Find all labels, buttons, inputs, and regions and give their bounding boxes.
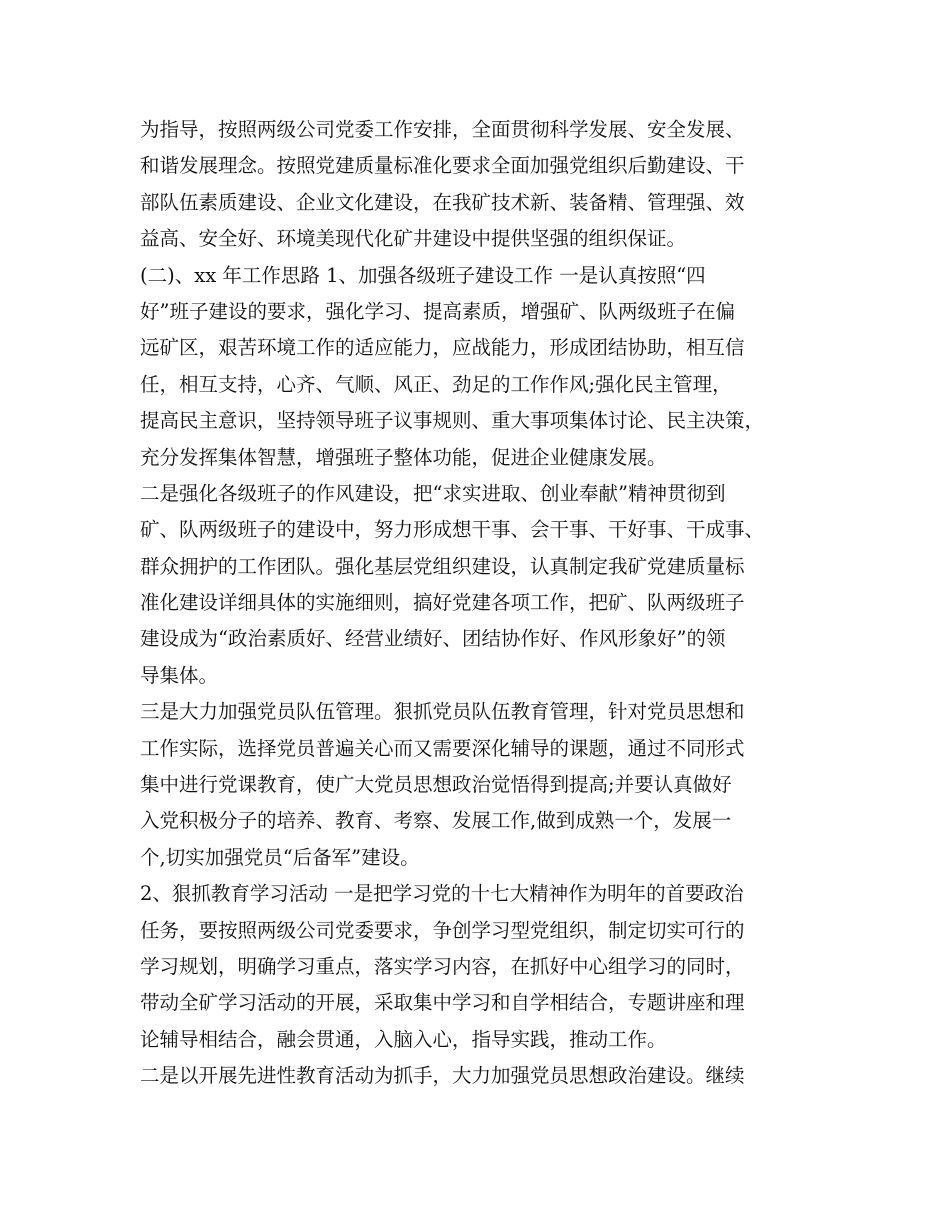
text-line: 任，相互支持，心齐、气顺、风正、劲足的工作作风;强化民主管理， <box>140 372 732 396</box>
text-line: 二是强化各级班子的作风建设，把“求实进取、创业奉献”精神贯彻到 <box>140 481 726 505</box>
text-line: 学习规划，明确学习重点，落实学习内容，在抓好中心组学习的同时， <box>140 954 745 978</box>
text-line: 任务，要按照两级公司党委要求，争创学习型党组织，制定切实可行的 <box>140 918 745 942</box>
text-line: 和谐发展理念。按照党建质量标准化要求全面加强党组织后勤建设、干 <box>140 154 745 178</box>
text-line: 准化建设详细具体的实施细则，搞好党建各项工作，把矿、队两级班子 <box>140 591 745 615</box>
text-line: 提高民主意识，坚持领导班子议事规则、重大事项集体讨论、民主决策， <box>140 409 765 433</box>
text-line: 好”班子建设的要求，强化学习、提高素质，增强矿、队两级班子在偏 <box>140 299 735 323</box>
text-line: 导集体。 <box>140 663 219 687</box>
text-line: 建设成为“政治素质好、经营业绩好、团结协作好、作风形象好”的领 <box>140 627 726 651</box>
text-line: (二)、xx 年工作思路 1、加强各级班子建设工作 一是认真按照“四 <box>140 263 706 287</box>
document-body-text <box>140 112 820 1095</box>
text-line: 带动全矿学习活动的开展，采取集中学习和自学相结合，专题讲座和理 <box>140 991 745 1015</box>
text-line: 部队伍素质建设、企业文化建设，在我矿技术新、装备精、管理强、效 <box>140 190 745 214</box>
text-line: 充分发挥集体智慧，增强班子整体功能，促进企业健康发展。 <box>140 445 667 469</box>
text-line: 三是大力加强党员队伍管理。狠抓党员队伍教育管理，针对党员思想和 <box>140 700 745 724</box>
text-line: 矿、队两级班子的建设中，努力形成想干事、会干事、干好事、干成事、 <box>140 518 765 542</box>
text-line: 群众拥护的工作团队。强化基层党组织建设，认真制定我矿党建质量标 <box>140 554 745 578</box>
text-line: 入党积极分子的培养、教育、考察、发展工作,做到成熟一个，发展一 <box>140 809 732 833</box>
text-line: 工作实际，选择党员普遍关心而又需要深化辅导的课题，通过不同形式 <box>140 736 745 760</box>
text-line: 2、狠抓教育学习活动 一是把学习党的十七大精神作为明年的首要政治 <box>140 882 744 906</box>
text-line: 远矿区，艰苦环境工作的适应能力，应战能力，形成团结协助，相互信 <box>140 336 745 360</box>
text-line: 个,切实加强党员“后备军”建设。 <box>140 845 420 869</box>
text-line: 益高、安全好、环境美现代化矿井建设中提供坚强的组织保证。 <box>140 227 687 251</box>
text-line: 集中进行党课教育，使广大党员思想政治觉悟得到提高;并要认真做好 <box>140 773 732 797</box>
text-line: 为指导，按照两级公司党委工作安排，全面贯彻科学发展、安全发展、 <box>140 118 745 141</box>
text-line: 二是以开展先进性教育活动为抓手，大力加强党员思想政治建设。继续 <box>140 1064 745 1088</box>
text-line: 论辅导相结合，融会贯通，入脑入心，指导实践，推动工作。 <box>140 1027 667 1051</box>
